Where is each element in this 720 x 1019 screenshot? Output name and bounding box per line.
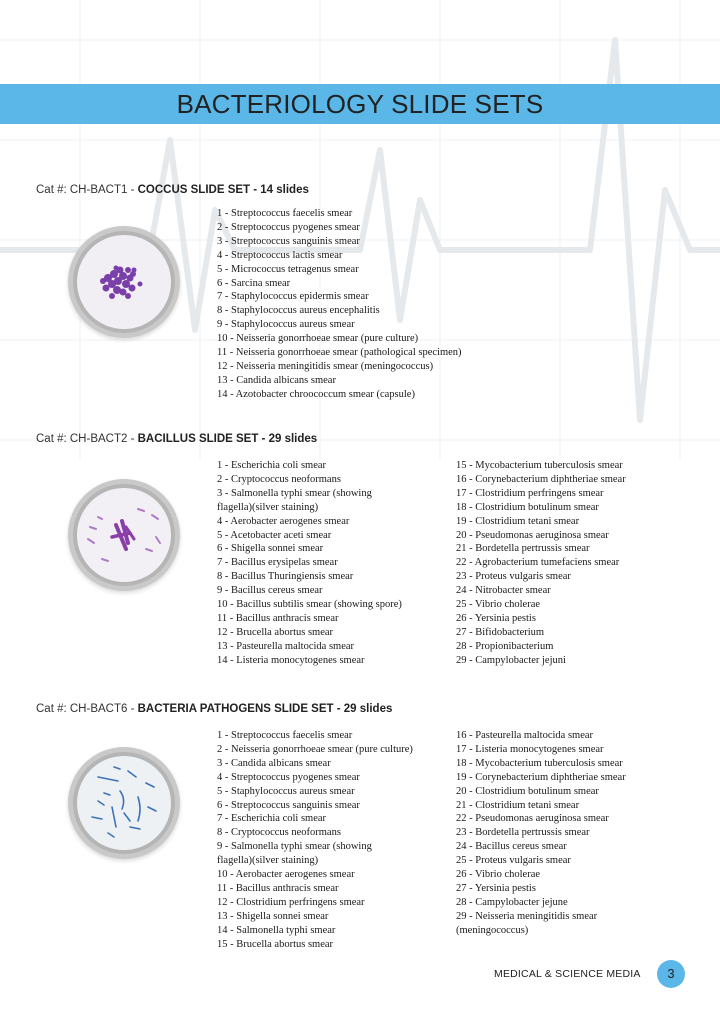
slide-item: 1 - Escherichia coli smear xyxy=(217,460,327,471)
slide-item: 10 - Neisseria gonorrhoeae smear (pure culture) xyxy=(217,333,419,345)
slide-item: 13 - Candida albicans smear xyxy=(217,374,336,386)
slide-item: 1 - Streptococcus faecelis smear xyxy=(217,730,353,741)
slide-item: 16 - Pasteurella maltocida smear xyxy=(456,730,594,741)
catalog-line xyxy=(36,433,317,445)
page-title: BACTERIOLOGY SLIDE SETS xyxy=(176,89,544,119)
set-name: BACILLUS SLIDE SET - 29 slides xyxy=(137,433,318,445)
slide-item: 9 - Salmonella typhi smear (showing xyxy=(217,841,372,853)
slide-list-column-2 xyxy=(456,729,626,938)
slide-item: 29 - Campylobacter jejuni xyxy=(456,654,566,666)
slide-item: 11 - Bacillus anthracis smear xyxy=(217,612,339,624)
slide-item: 25 - Proteus vulgaris smear xyxy=(456,855,571,867)
footer-brand: MEDICAL & SCIENCE MEDIA xyxy=(494,968,641,980)
slide-item: 10 - Bacillus subtilis smear (showing spore) xyxy=(217,599,402,611)
slide-item: 24 - Nitrobacter smear xyxy=(456,585,551,597)
slide-item: 3 - Candida albicans smear xyxy=(217,757,331,769)
slide-item: 14 - Salmonella typhi smear xyxy=(217,924,336,936)
slide-item: 4 - Streptococcus pyogenes smear xyxy=(217,771,360,783)
slide-item: 6 - Streptococcus sanguinis smear xyxy=(217,799,360,811)
catalog-number: Cat #: CH-BACT6 - xyxy=(36,703,138,715)
set-name: COCCUS SLIDE SET - 14 slides xyxy=(137,184,309,196)
slide-item: 5 - Micrococcus tetragenus smear xyxy=(217,263,359,275)
slide-item: 15 - Mycobacterium tuberculosis smear xyxy=(456,460,623,471)
slide-item: 4 - Streptococcus lactis smear xyxy=(217,249,343,261)
slide-item: 12 - Neisseria meningitidis smear (meningococcus) xyxy=(217,360,434,372)
slide-item: 17 - Listeria monocytogenes smear xyxy=(456,743,604,755)
slide-item: 26 - Vibrio cholerae xyxy=(456,869,541,881)
slide-item: 13 - Pasteurella maltocida smear xyxy=(217,640,355,652)
slide-item: 2 - Cryptococcus neoformans xyxy=(217,473,341,485)
slide-item: 3 - Salmonella typhi smear (showing xyxy=(217,487,372,499)
catalog-number: Cat #: CH-BACT1 - xyxy=(36,184,138,196)
slide-item: 3 - Streptococcus sanguinis smear xyxy=(217,235,360,247)
slide-item: 25 - Vibrio cholerae xyxy=(456,599,541,611)
slide-item: 5 - Staphylococcus aureus smear xyxy=(217,785,355,797)
slide-item: 18 - Clostridium botulinum smear xyxy=(456,501,599,513)
catalog-line xyxy=(36,703,392,715)
slide-list-column-2 xyxy=(456,459,626,668)
slide-item: 23 - Bordetella pertrussis smear xyxy=(456,827,590,839)
slide-item: 14 - Azotobacter chroococcum smear (capsule) xyxy=(217,388,415,400)
slide-item: flagella)(silver staining) xyxy=(217,501,319,513)
slide-item: 17 - Clostridium perfringens smear xyxy=(456,487,604,499)
slide-item: 12 - Brucella abortus smear xyxy=(217,626,334,638)
slide-item: 7 - Bacillus erysipelas smear xyxy=(217,557,338,569)
slide-item: 11 - Neisseria gonorrhoeae smear (pathological specimen) xyxy=(217,347,462,359)
slide-item: 8 - Bacillus Thuringiensis smear xyxy=(217,571,354,583)
slide-item: flagella)(silver staining) xyxy=(217,855,319,867)
slide-item: 7 - Staphylococcus epidermis smear xyxy=(217,291,369,303)
slide-list-column-1 xyxy=(217,729,413,952)
catalog-line xyxy=(36,184,309,196)
slide-list-column-1 xyxy=(217,207,462,402)
slide-item: 11 - Bacillus anthracis smear xyxy=(217,882,339,894)
slide-item: 8 - Cryptococcus neoformans xyxy=(217,827,341,839)
slide-item: 19 - Clostridium tetani smear xyxy=(456,515,580,527)
slide-item: 8 - Staphylococcus aureus encephalitis xyxy=(217,305,380,317)
slide-item: 2 - Neisseria gonorrhoeae smear (pure culture) xyxy=(217,743,413,755)
slide-item: 22 - Pseudomonas aeruginosa smear xyxy=(456,813,609,825)
coccus-microscopy-image xyxy=(68,226,180,338)
set-name: BACTERIA PATHOGENS SLIDE SET - 29 slides xyxy=(137,703,393,715)
slide-item: 19 - Corynebacterium diphtheriae smear xyxy=(456,771,626,783)
slide-item: 1 - Streptococcus faecelis smear xyxy=(217,208,353,219)
slide-item: 13 - Shigella sonnei smear xyxy=(217,910,329,922)
bacillus-microscopy-image xyxy=(68,479,180,591)
slide-item: 6 - Sarcina smear xyxy=(217,277,291,289)
slide-item: 18 - Mycobacterium tuberculosis smear xyxy=(456,757,623,769)
slide-item: 27 - Yersinia pestis xyxy=(456,882,536,894)
slide-item: 16 - Corynebacterium diphtheriae smear xyxy=(456,473,626,485)
slide-item: (meningococcus) xyxy=(456,924,529,936)
slide-item: 24 - Bacillus cereus smear xyxy=(456,841,567,853)
slide-item: 15 - Brucella abortus smear xyxy=(217,938,334,950)
slide-item: 28 - Campylobacter jejune xyxy=(456,896,568,908)
slide-item: 9 - Staphylococcus aureus smear xyxy=(217,319,355,331)
slide-item: 4 - Aerobacter aerogenes smear xyxy=(217,515,350,527)
slide-item: 7 - Escherichia coli smear xyxy=(217,813,327,825)
slide-item: 6 - Shigella sonnei smear xyxy=(217,543,324,555)
slide-item: 22 - Agrobacterium tumefaciens smear xyxy=(456,557,620,569)
slide-item: 26 - Yersinia pestis xyxy=(456,612,536,624)
slide-item: 28 - Propionibacterium xyxy=(456,640,554,652)
slide-item: 14 - Listeria monocytogenes smear xyxy=(217,654,365,666)
slide-item: 5 - Acetobacter aceti smear xyxy=(217,529,332,541)
slide-list-column-1 xyxy=(217,459,402,668)
slide-item: 23 - Proteus vulgaris smear xyxy=(456,571,571,583)
slide-item: 21 - Clostridium tetani smear xyxy=(456,799,580,811)
catalog-number: Cat #: CH-BACT2 - xyxy=(36,433,138,445)
slide-item: 20 - Clostridium botulinum smear xyxy=(456,785,599,797)
pathogen-microscopy-image xyxy=(68,747,180,859)
slide-item: 29 - Neisseria meningitidis smear xyxy=(456,910,598,922)
slide-item: 9 - Bacillus cereus smear xyxy=(217,585,323,597)
page-number-badge: 3 xyxy=(657,960,685,988)
slide-item: 12 - Clostridium perfringens smear xyxy=(217,896,365,908)
slide-item: 2 - Streptococcus pyogenes smear xyxy=(217,221,360,233)
slide-item: 21 - Bordetella pertrussis smear xyxy=(456,543,590,555)
slide-item: 20 - Pseudomonas aeruginosa smear xyxy=(456,529,609,541)
slide-item: 27 - Bifidobacterium xyxy=(456,626,545,638)
slide-item: 10 - Aerobacter aerogenes smear xyxy=(217,869,355,881)
